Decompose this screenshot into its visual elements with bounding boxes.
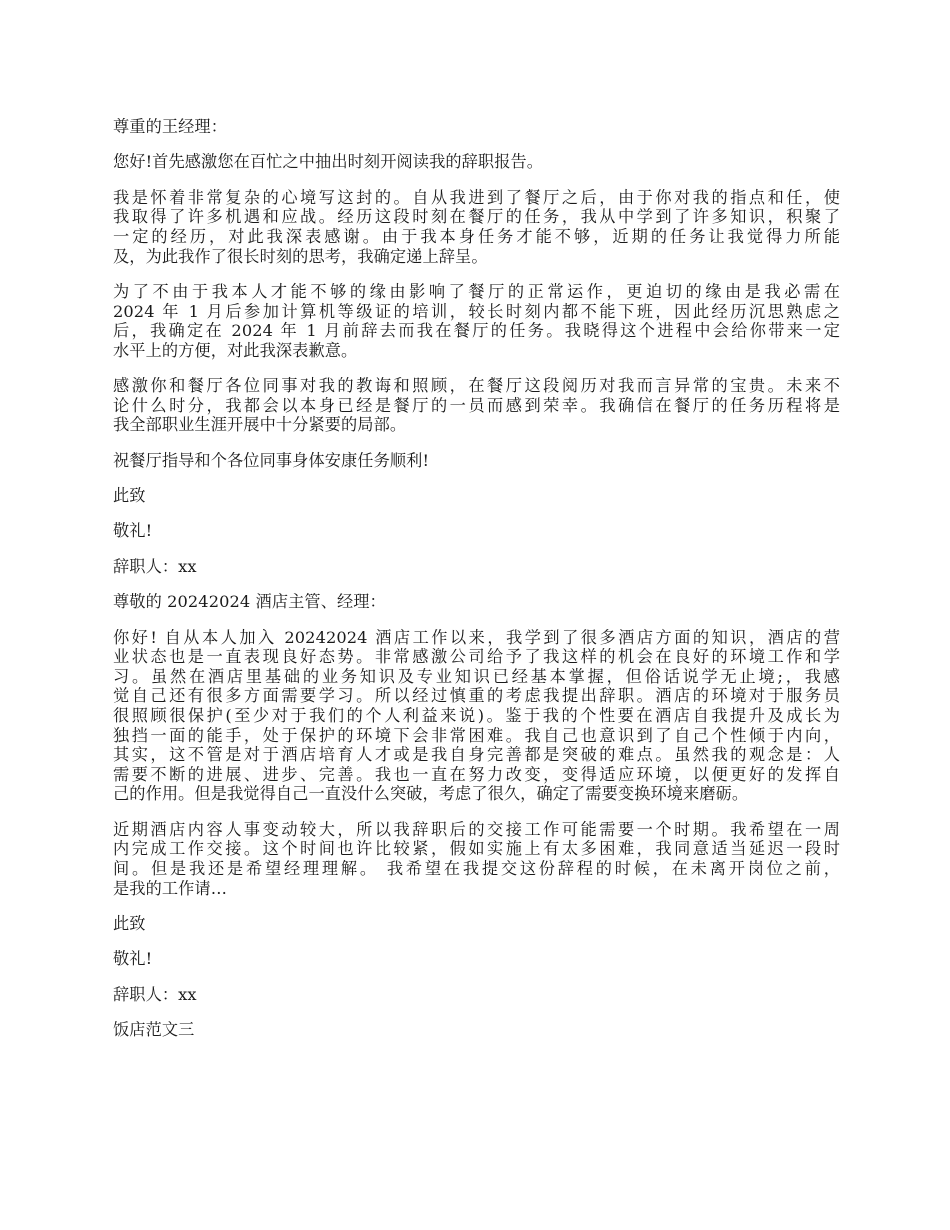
letter1-signature: 辞职人：xx bbox=[113, 556, 197, 576]
text-line: 一定的经历，对此我深表感谢。由于我本身任务才能不够，近期的任务让我觉得力所能 bbox=[113, 226, 840, 246]
text-line: 是我的工作请… bbox=[113, 878, 228, 898]
letter1-paragraph-3 bbox=[113, 376, 840, 435]
text-line: 感激你和餐厅各位同事对我的教诲和照顾，在餐厅这段阅历对我而言异常的宝贵。未来不 bbox=[113, 376, 840, 396]
text-line: 独挡一面的能手，处于保护的环境下会非常困难。我自己也意识到了自己个性倾于内向， bbox=[113, 725, 840, 745]
text-line: 其实，这不管是对于酒店培育人才或是我自身完善都是突破的难点。虽然我的观念是：人 bbox=[113, 745, 840, 765]
text-line: 习。虽然在酒店里基础的业务知识及专业知识已经基本掌握，但俗话说学无止境;，我感 bbox=[113, 666, 840, 686]
text-line: 我取得了许多机遇和应战。经历这段时刻在餐厅的任务，我从中学到了许多知识，积聚了 bbox=[113, 207, 840, 227]
letter2-paragraph-1 bbox=[113, 628, 840, 804]
text-line: 觉自己还有很多方面需要学习。所以经过慎重的考虑我提出辞职。酒店的环境对于服务员 bbox=[113, 686, 840, 706]
text-line: 2024 年 1 月后参加计算机等级证的培训，较长时刻内都不能下班，因此经历沉思熟虑之 bbox=[113, 301, 840, 321]
section-heading: 饭店范文三 bbox=[113, 1020, 195, 1040]
text-line: 我是怀着非常复杂的心境写这封的。自从我进到了餐厅之后，由于你对我的指点和任，使 bbox=[113, 187, 840, 207]
text-line: 很照顾很保护(至少对于我们的个人利益来说)。鉴于我的个性要在酒店自我提升及成长为 bbox=[113, 706, 840, 726]
text-line: 为了不由于我本人才能不够的缘由影响了餐厅的正常运作，更迫切的缘由是我必需在 bbox=[113, 281, 840, 301]
letter1-paragraph-2 bbox=[113, 282, 840, 360]
letter1-greeting: 您好!首先感激您在百忙之中抽出时刻开阅读我的辞职报告。 bbox=[113, 152, 544, 172]
text-line: 你好! 自从本人加入 20242024 酒店工作以来，我学到了很多酒店方面的知识，酒店的营 bbox=[113, 627, 840, 647]
text-line: 己的作用。但是我觉得自己一直没什么突破，考虑了很久，确定了需要变换环境来磨砺。 bbox=[113, 784, 749, 804]
letter1-closing-2: 敬礼! bbox=[113, 521, 153, 541]
letter1-closing-1: 此致 bbox=[113, 486, 146, 506]
text-line: 后，我确定在 2024 年 1 月前辞去而我在餐厅的任务。我晓得这个进程中会给你带来一定 bbox=[113, 321, 840, 341]
letter2-signature: 辞职人：xx bbox=[113, 984, 197, 1004]
text-line: 内完成工作交接。这个时间也许比较紧，假如实施上有太多困难，我同意适当延迟一段时 bbox=[113, 839, 840, 859]
letter2-paragraph-2 bbox=[113, 820, 840, 898]
letter1-salutation: 尊重的王经理： bbox=[113, 117, 228, 136]
text-line: 及，为此我作了很长时刻的思考，我确定递上辞呈。 bbox=[113, 246, 488, 266]
letter1-wish: 祝餐厅指导和个各位同事身体安康任务顺利! bbox=[113, 450, 430, 470]
text-line: 论什么时分，我都会以本身已经是餐厅的一员而感到荣幸。我确信在餐厅的任务历程将是 bbox=[113, 395, 840, 415]
document-page bbox=[113, 117, 840, 1056]
text-line: 需要不断的进展、进步、完善。我也一直在努力改变，变得适应环境，以便更好的发挥自 bbox=[113, 764, 840, 784]
letter1-paragraph-1 bbox=[113, 188, 840, 266]
text-line: 间。但是我还是希望经理理解。 我希望在我提交这份辞程的时候，在未离开岗位之前， bbox=[113, 858, 840, 878]
letter2-closing-2: 敬礼! bbox=[113, 949, 153, 969]
text-line: 近期酒店内容人事变动较大，所以我辞职后的交接工作可能需要一个时期。我希望在一周 bbox=[113, 819, 840, 839]
text-line: 业状态也是一直表现良好态势。非常感激公司给予了我这样的机会在良好的环境工作和学 bbox=[113, 647, 840, 667]
text-line: 我全部职业生涯开展中十分紧要的局部。 bbox=[113, 415, 407, 435]
letter2-salutation: 尊敬的 20242024 酒店主管、经理： bbox=[113, 592, 386, 612]
letter2-closing-1: 此致 bbox=[113, 913, 146, 933]
text-line: 水平上的方便，对此我深表歉意。 bbox=[113, 340, 358, 360]
